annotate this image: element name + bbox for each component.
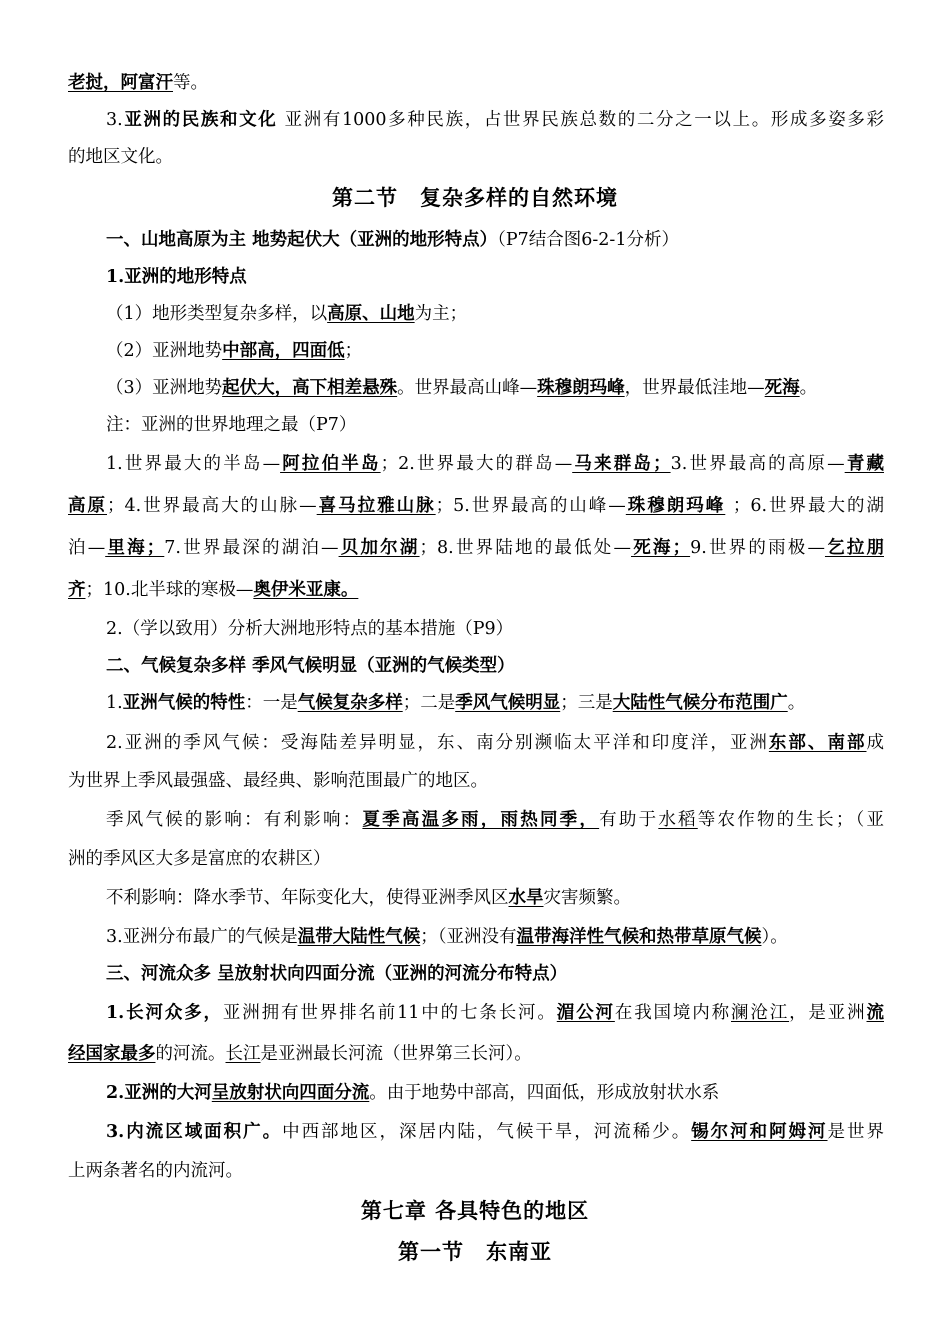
keyword: 死海； <box>631 538 691 558</box>
text-line: 为世界上季风最强盛、最经典、影响范围最广的地区。 <box>68 771 488 791</box>
text-line: 季风气候的影响：有利影响：夏季高温多雨，雨热同季，有助于水稻等农作物的生长；（亚 <box>106 810 884 830</box>
keyword: 长江 <box>225 1044 261 1064</box>
keyword: 东部、南部 <box>768 733 867 753</box>
keyword: 高原、山地 <box>327 304 415 324</box>
keyword: 中部高，四面低 <box>222 341 345 361</box>
keyword: 青藏 <box>844 454 884 474</box>
keyword: 马来群岛； <box>572 454 671 474</box>
keyword: 喜马拉雅山脉 <box>316 496 436 516</box>
keyword: 贝加尔湖 <box>338 538 420 558</box>
section-paragraph: 3.亚洲的民族和文化 亚洲有1000多种民族，占世界民族总数的二分之一以上。形成多姿多彩 <box>106 110 884 130</box>
keyword: 温带海洋性气候和热带草原气候 <box>516 927 762 947</box>
item-heading: 1.亚洲的地形特点 <box>106 267 247 287</box>
text-line: 注：亚洲的世界地理之最（P7） <box>106 415 357 435</box>
text-line: （1）地形类型复杂多样，以高原、山地为主； <box>106 304 468 324</box>
subsection-heading: 三、河流众多 呈放射状向四面分流（亚洲的河流分布特点） <box>106 964 568 984</box>
text-line: 洲的季风区大多是富庶的农耕区） <box>68 849 331 869</box>
text-line: 1.长河众多，亚洲拥有世界排名前11中的七条长河。湄公河在我国境内称澜沧江，是亚洲流 <box>106 1003 884 1023</box>
text-line: 齐；10.北半球的寒极—奥伊米亚康。 <box>68 580 359 600</box>
text-line: 老挝，阿富汗等。 <box>68 73 208 93</box>
keyword: 死海 <box>764 378 800 398</box>
keyword: 水旱 <box>508 888 544 908</box>
keyword: 高原 <box>68 496 107 516</box>
keyword: 奥伊米亚康。 <box>253 580 359 600</box>
text-line: 2.亚洲的大河呈放射状向四面分流。由于地势中部高，四面低，形成放射状水系 <box>106 1083 720 1103</box>
keyword: 里海； <box>105 538 165 558</box>
text-line: 1.世界最大的半岛—阿拉伯半岛；2.世界最大的群岛—马来群岛；3.世界最高的高原—青藏 <box>106 454 884 474</box>
keyword: 季风气候明显 <box>455 693 561 713</box>
keyword: 流 <box>866 1003 884 1023</box>
text-line: 3.内流区域面积广。中西部地区，深居内陆，气候干旱，河流稀少。锡尔河和阿姆河是世界 <box>106 1122 884 1142</box>
text-line: 的地区文化。 <box>68 147 173 167</box>
keyword: 夏季高温多雨，雨热同季， <box>362 810 600 830</box>
keyword: 经国家最多 <box>68 1044 156 1064</box>
keyword: 起伏大，高下相差悬殊 <box>222 378 398 398</box>
keyword: 水稻 <box>658 810 698 830</box>
text-line: （3）亚洲地势起伏大，高下相差悬殊。世界最高山峰—珠穆朗玛峰，世界最低洼地—死海。 <box>106 378 818 398</box>
text-line: （2）亚洲地势中部高，四面低； <box>106 341 363 361</box>
keyword: 珠穆朗玛峰 <box>625 496 726 516</box>
section-title: 第一节 东南亚 <box>398 1239 552 1264</box>
keyword: 阿拉伯半岛 <box>280 454 381 474</box>
subsection-heading: 二、气候复杂多样 季风气候明显（亚洲的气候类型） <box>106 656 515 676</box>
keyword: 呈放射状向四面分流 <box>211 1083 370 1103</box>
text-line: 2.亚洲的季风气候：受海陆差异明显，东、南分别濒临太平洋和印度洋，亚洲东部、南部成 <box>106 733 884 753</box>
keyword: 锡尔河和阿姆河 <box>691 1122 828 1142</box>
text-line: 1.亚洲气候的特性：一是气候复杂多样；二是季风气候明显；三是大陆性气候分布范围广。 <box>106 693 806 713</box>
subsection-heading: 一、山地高原为主 地势起伏大（亚洲的地形特点）（P7结合图6-2-1分析） <box>106 230 679 250</box>
text-line: 经国家最多的河流。长江是亚洲最长河流（世界第三长河）。 <box>68 1044 532 1064</box>
text-line: 高原；4.世界最高大的山脉—喜马拉雅山脉；5.世界最高的山峰—珠穆朗玛峰 ；6.世界最大的湖 <box>68 496 884 516</box>
keyword: 乞拉朋 <box>824 538 884 558</box>
keyword: 老挝，阿富汗 <box>68 73 173 93</box>
section-title: 第二节 复杂多样的自然环境 <box>332 185 618 210</box>
keyword: 大陆性气候分布范围广 <box>612 693 788 713</box>
keyword: 温带大陆性气候 <box>297 927 421 947</box>
text-line: 2.（学以致用）分析大洲地形特点的基本措施（P9） <box>106 619 514 639</box>
text-line: 不利影响：降水季节、年际变化大，使得亚洲季风区水旱灾害频繁。 <box>106 888 631 908</box>
keyword: 齐 <box>68 580 86 600</box>
text-line: 泊—里海；7.世界最深的湖泊—贝加尔湖；8.世界陆地的最低处—死海；9.世界的雨极—乞拉朋 <box>68 538 884 558</box>
keyword: 珠穆朗玛峰 <box>537 378 625 398</box>
keyword: 澜沧江 <box>731 1003 790 1023</box>
text-line: 3.亚洲分布最广的气候是温带大陆性气候；（亚洲没有温带海洋性气候和热带草原气候）。 <box>106 927 788 947</box>
item-heading: 亚洲的民族和文化 <box>122 110 278 130</box>
keyword: 湄公河 <box>556 1003 615 1023</box>
text-line: 上两条著名的内流河。 <box>68 1161 243 1181</box>
chapter-title: 第七章 各具特色的地区 <box>360 1198 590 1223</box>
keyword: 气候复杂多样 <box>297 693 403 713</box>
